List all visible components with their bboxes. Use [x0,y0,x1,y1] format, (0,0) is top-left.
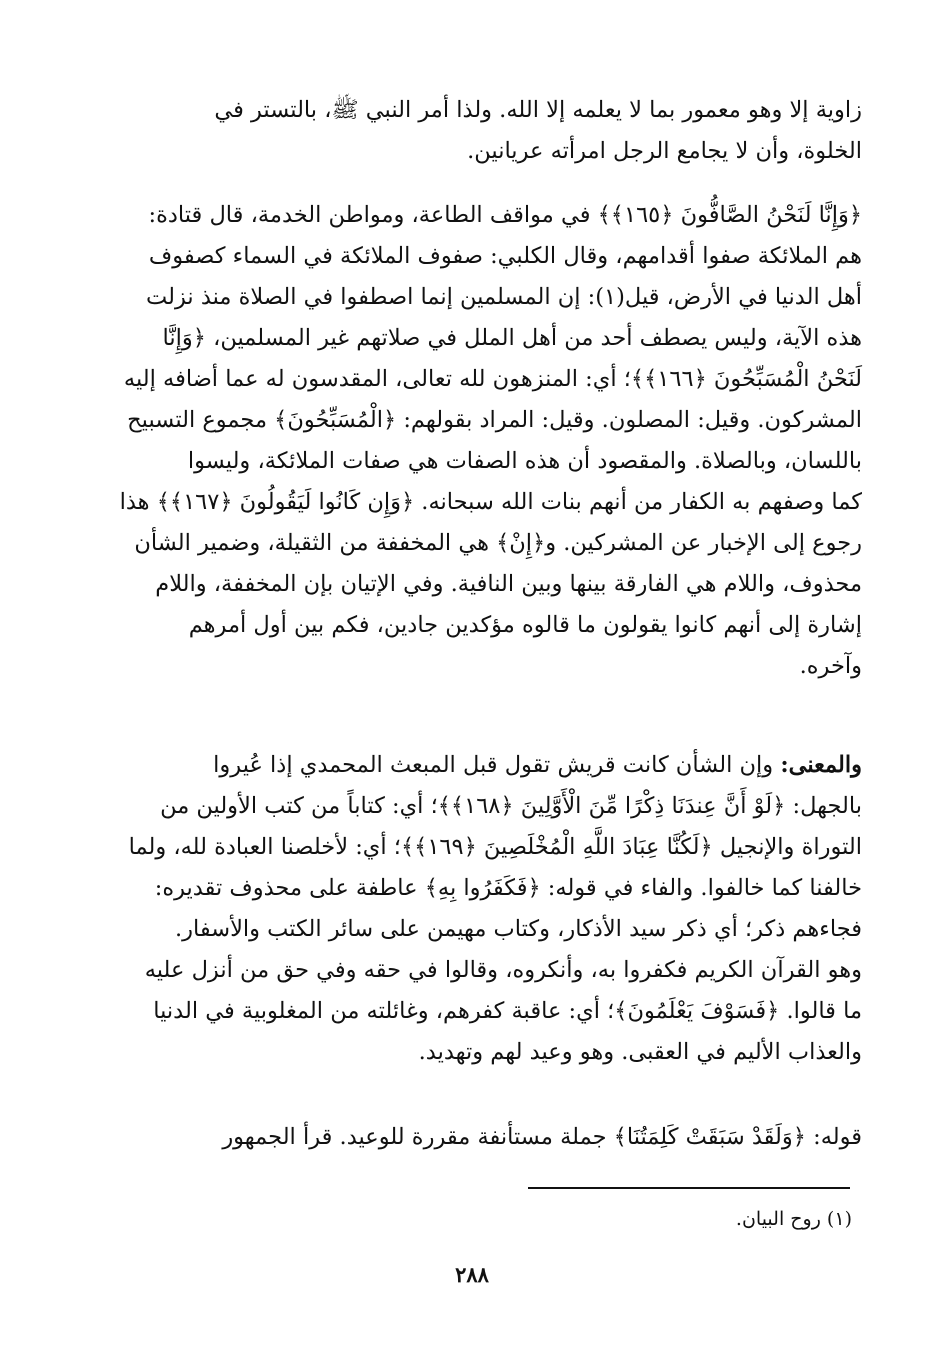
text-line: قوله: ﴿وَلَقَدْ سَبَقَتْ كَلِمَتُنَا﴾ جملة مستأنفة مقررة للوعيد. قرأ الجمهور [222,1124,862,1150]
text-line: هذه الآية، وليس يصطف أحد من أهل الملل في صلاتهم غير المسلمين، ﴿وَإِنَّا [162,325,862,351]
text-line: باللسان، وبالصلاة. والمقصود أن هذه الصفات هي صفات الملائكة، وليسوا [187,448,862,474]
text-line: وهو القرآن الكريم فكفروا به، وأنكروه، وقالوا في حقه وفي حق من أنزل عليه [144,957,862,983]
text-line: ما قالوا. ﴿فَسَوْفَ يَعْلَمُونَ﴾؛ أي: عاقبة كفرهم، وغائلته من المغلوبية في الدنيا [153,998,862,1024]
page-number: ٢٨٨ [455,1262,489,1287]
text-line [96,745,862,786]
text-line: كما وصفهم به الكفار من أنهم بنات الله سبحانه. ﴿وَإِن كَانُوا لَيَقُولُونَ ﴿١٦٧﴾﴾ هذا [119,489,862,515]
text-line: ﴿وَإِنَّا لَنَحْنُ الصَّافُّونَ ﴿١٦٥﴾﴾ في مواقف الطاعة، ومواطن الخدمة، قال قتادة: [148,202,862,228]
text-line: إشارة إلى أنهم كانوا يقولون ما قالوه مؤكدين جادين، فكم بين أول أمرهم [188,612,862,638]
footnote: (١) روح البيان. [735,1208,852,1230]
text-line: والعذاب الأليم في العقبى. وهو وعيد لهم وتهديد. [418,1039,862,1065]
text-line: رجوع إلى الإخبار عن المشركين. و﴿إِنْ﴾ هي المخففة من الثقيلة، وضمير الشأن [134,530,862,556]
paragraph-3 [96,745,862,1073]
text-line: التوراة والإنجيل ﴿لَكُنَّا عِبَادَ اللَّهِ الْمُخْلَصِينَ ﴿١٦٩﴾﴾؛ أي: لأخلصنا العبادة لله، ولما [128,834,862,860]
paragraph-lead: والمعنى: [780,752,862,778]
text-line: فجاءهم ذكر؛ أي ذكر سيد الأذكار، وكتاب مهيمن على سائر الكتب والأسفار. [174,916,862,942]
text-line: المشركون. وقيل: المصلون. وقيل: المراد بقولهم: ﴿الْمُسَبِّحُونَ﴾ مجموع التسبيح [127,407,862,433]
paragraph-4 [96,1117,862,1158]
text-line: هم الملائكة صفوا أقدامهم، وقال الكلبي: صفوف الملائكة في السماء كصفوف [148,243,862,269]
text-line: وآخره. [799,653,862,679]
footnote-divider [528,1187,850,1189]
text-line: خالفنا كما خالفوا. والفاء في قوله: ﴿فَكَفَرُوا بِهِ﴾ عاطفة على محذوف تقديره: [154,875,862,901]
paragraph-2 [96,195,862,687]
text-line: أهل الدنيا في الأرض، قيل(١): إن المسلمين إنما اصطفوا في الصلاة منذ نزلت [146,284,862,310]
text-line: الخلوة، وأن لا يجامع الرجل امرأته عريانين. [467,138,862,164]
text-line: زاوية إلا وهو معمور بما لا يعلمه إلا الله. ولذا أمر النبي ﷺ، بالتستر في [214,97,862,123]
paragraph-1 [96,90,862,172]
text-line: محذوف، واللام هي الفارقة بينها وبين النافية. وفي الإتيان بإن المخففة، واللام [155,571,862,597]
text-line: لَنَحْنُ الْمُسَبِّحُونَ ﴿١٦٦﴾﴾؛ أي: المنزهون لله تعالى، المقدسون له عما أضافه إليه [123,366,862,392]
text-line: بالجهل: ﴿لَوْ أَنَّ عِندَنَا ذِكْرًا مِّنَ الْأَوَّلِينَ ﴿١٦٨﴾﴾؛ أي: كتاباً من كتب الأولين من [160,793,862,819]
text-line-rest: وإن الشأن كانت قريش تقول قبل المبعث المحمدي إذا عُيروا [213,752,781,778]
